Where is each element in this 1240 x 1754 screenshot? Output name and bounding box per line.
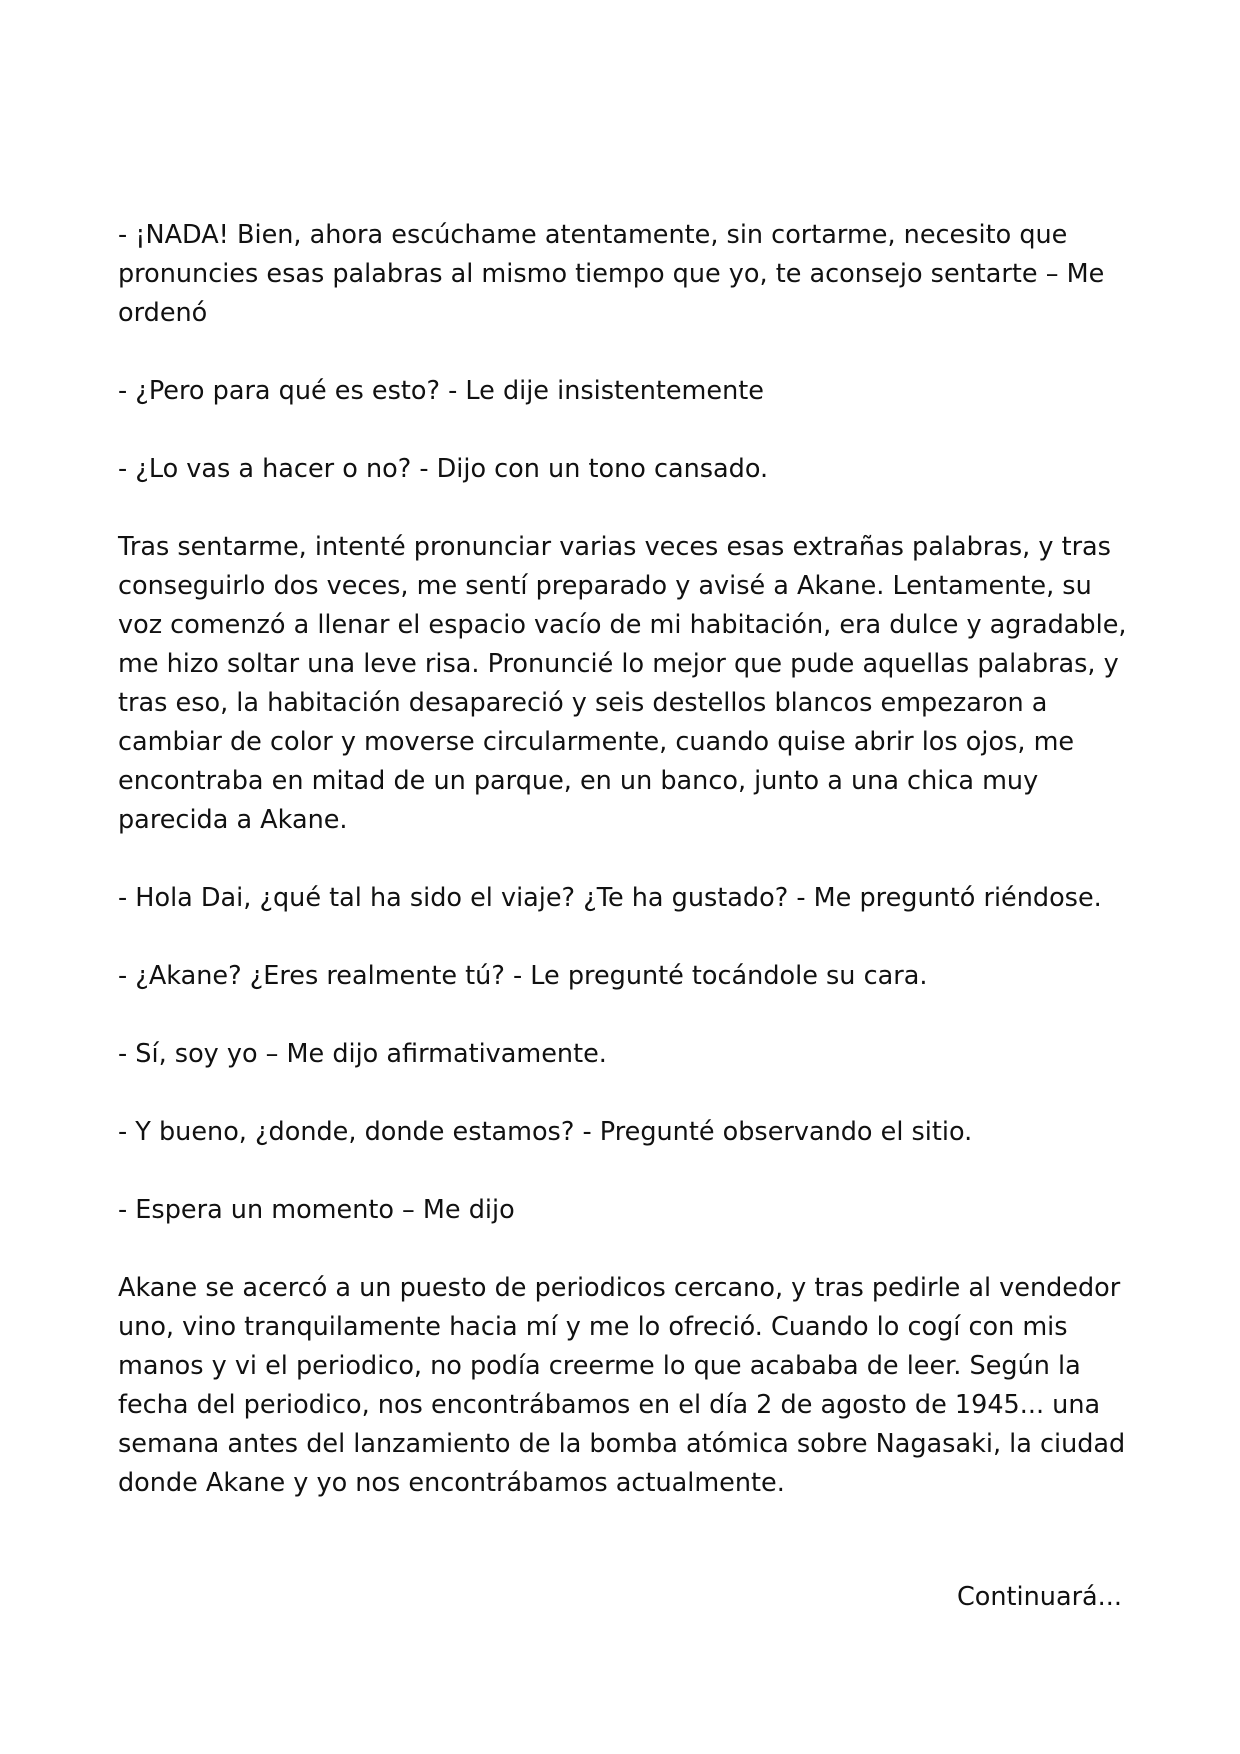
paragraph-10: Akane se acercó a un puesto de periodicos cercano, y tras pedirle al vendedor uno, vino tranquilamente hacia mí y me lo ofreció. Cuando lo cogí con mis manos y vi el periodico, no podía creerme lo que acababa de leer. Según la fecha del periodico, nos encontrábamos en el día 2 de agosto de 1945... una semana antes del lanzamiento de la bomba atómica sobre Nagasaki, la ciudad donde Akane y yo nos encontrábamos actualmente. — [118, 1273, 1126, 1498]
paragraph-8: - Y bueno, ¿donde, donde estamos? - Pregunté observando el sitio. — [118, 1117, 973, 1147]
paragraph-7: - Sí, soy yo – Me dijo afirmativamente. — [118, 1039, 607, 1069]
paragraph-6: - ¿Akane? ¿Eres realmente tú? - Le pregunté tocándole su cara. — [118, 961, 928, 991]
story-text — [118, 216, 1128, 1542]
paragraph-9: - Espera un momento – Me dijo — [118, 1195, 515, 1225]
paragraph-2: - ¿Pero para qué es esto? - Le dije insistentemente — [118, 376, 764, 406]
paragraph-5: - Hola Dai, ¿qué tal ha sido el viaje? ¿Te ha gustado? - Me preguntó riéndose. — [118, 883, 1102, 913]
paragraph-4: Tras sentarme, intenté pronunciar varias veces esas extrañas palabras, y tras conseguirlo dos veces, me sentí preparado y avisé a Akane. Lentamente, su voz comenzó a llenar el espacio vacío de mi habitación, era dulce y agradable, me hizo soltar una leve risa. Pronuncié lo mejor que pude aquellas palabras, y tras eso, la habitación desapareció y seis destellos blancos empezaron a cambiar de color y moverse circularmente, cuando quise abrir los ojos, me encontraba en mitad de un parque, en un banco, junto a una chica muy parecida a Akane. — [118, 532, 1127, 835]
continued-note: Continuará... — [956, 1582, 1122, 1612]
paragraph-1: - ¡NADA! Bien, ahora escúchame atentamente, sin cortarme, necesito que pronuncies esas palabras al mismo tiempo que yo, te aconsejo sentarte – Me ordenó — [118, 220, 1105, 328]
paragraph-3: - ¿Lo vas a hacer o no? - Dijo con un tono cansado. — [118, 454, 769, 484]
